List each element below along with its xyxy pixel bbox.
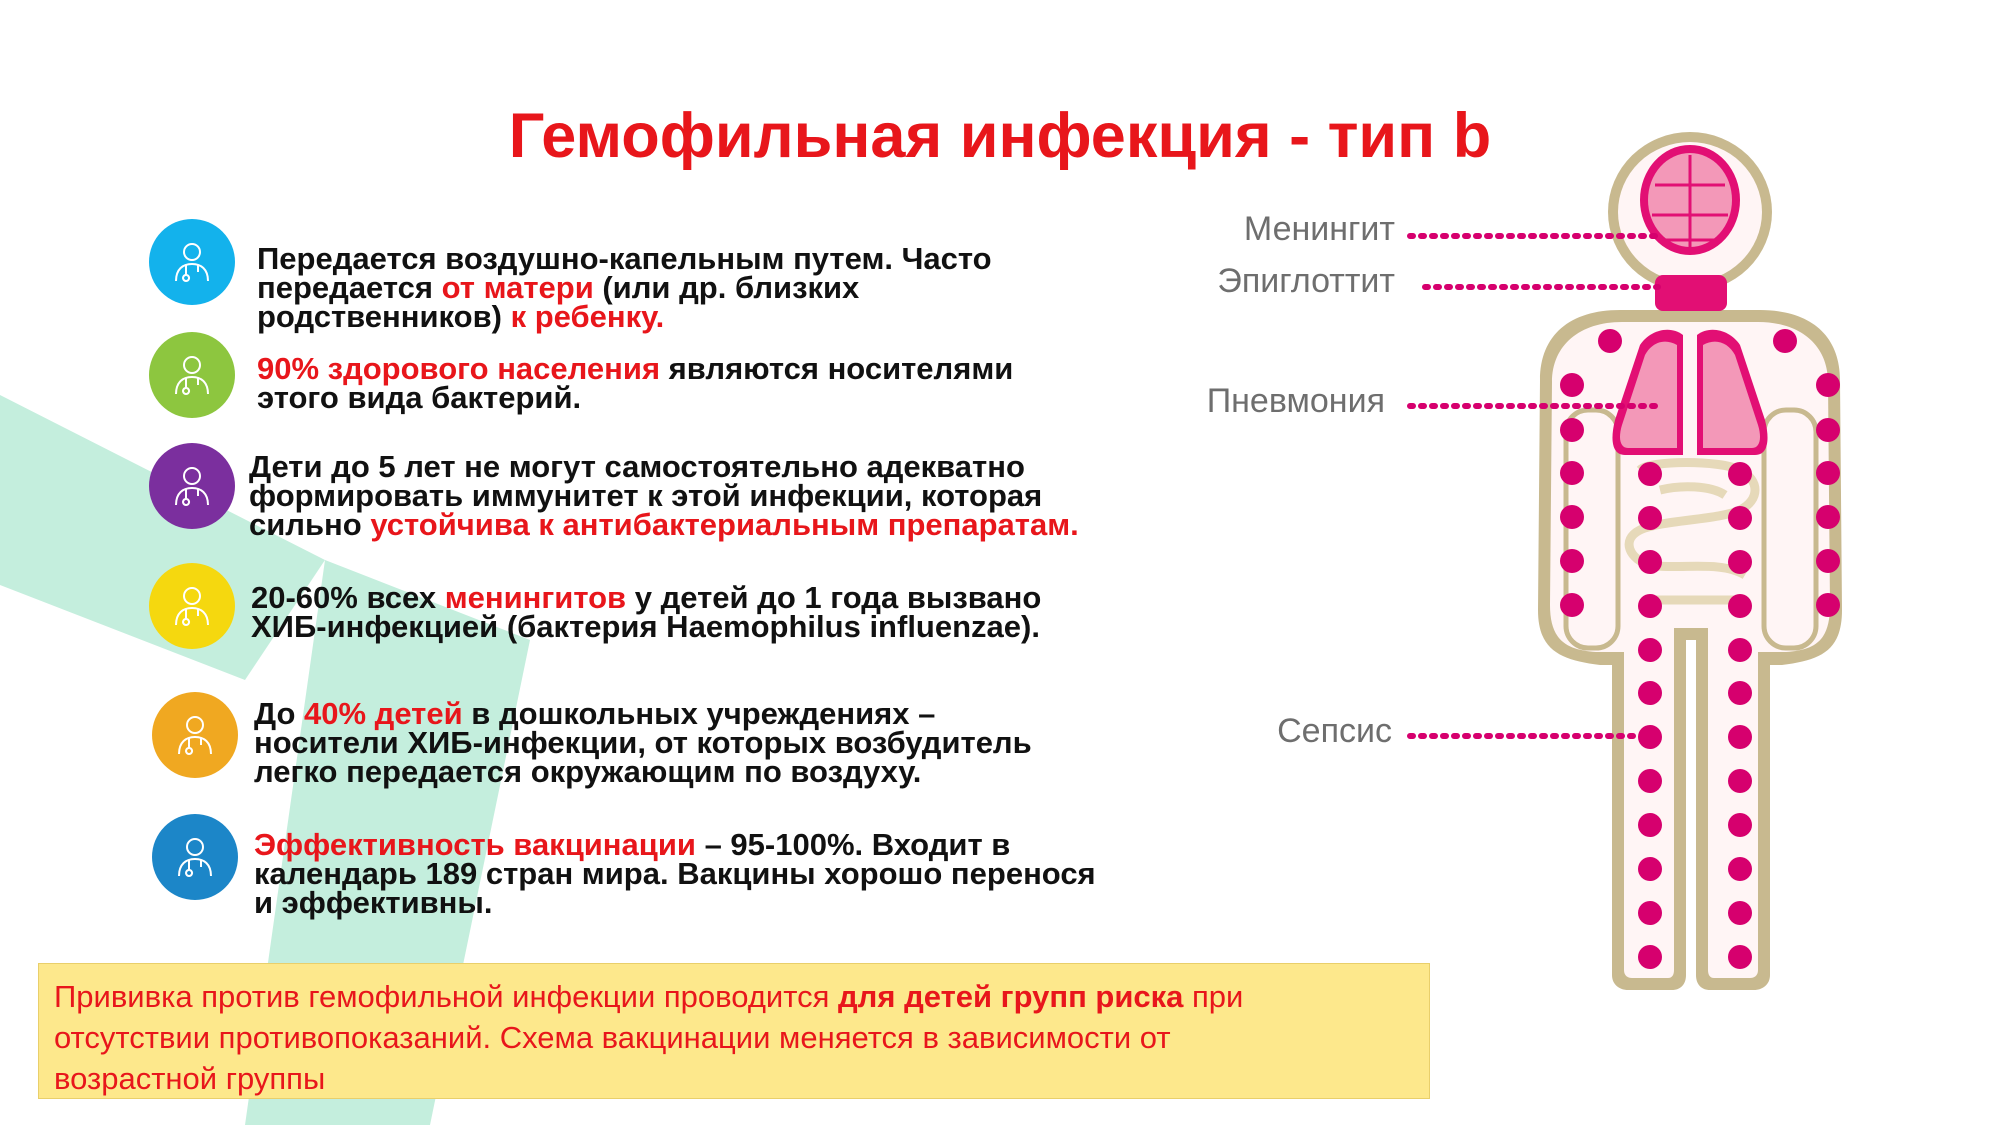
doctor-icon [167, 237, 217, 287]
bullet-text [254, 827, 1096, 920]
note-line3: возрастной группы [54, 1061, 326, 1096]
bullet-6-highlight: Эффективность вакцинации [254, 827, 696, 862]
doctor-icon [167, 350, 217, 400]
page-title: Гемофильная инфекция - тип b [508, 101, 1492, 171]
bullet-4-line1a: 20-60% всех [251, 580, 445, 615]
bullet-2-highlight: 90% здорового населения [257, 351, 661, 386]
note-highlight-risk-groups: для детей групп риска [838, 979, 1184, 1014]
bullet-6-line2: календарь 189 стран мира. Вакцины хорошо перенося [254, 856, 1096, 891]
label-sepsis: Сепсис [1277, 712, 1392, 750]
label-meningitis: Менингит [1243, 210, 1395, 248]
bullet-1-highlight-child: к ребенку. [510, 299, 665, 334]
doctor-icon [170, 710, 220, 760]
bullet-text [257, 241, 992, 334]
human-body-diagram [1150, 120, 2000, 1020]
bullet-text [254, 696, 1032, 789]
bullet-text [257, 351, 1014, 415]
bullet-3-line1: Дети до 5 лет не могут самостоятельно адекватно [249, 449, 1025, 484]
bullet-4-line1c: у детей до 1 года вызвано [626, 580, 1042, 615]
epiglottis [1655, 275, 1727, 311]
bullet-1-highlight-mother: от матери [441, 270, 594, 305]
label-pneumonia: Пневмония [1206, 382, 1385, 420]
note-line2: отсутствии противопоказаний. Схема вакцинации меняется в зависимости от [54, 1020, 1171, 1055]
note-line1a: Прививка против гемофильной инфекции проводится [54, 979, 838, 1014]
bullet-text [249, 449, 1079, 542]
bullet-5-highlight: 40% детей [304, 696, 463, 731]
bullet-text [251, 580, 1042, 644]
doctor-icon [167, 581, 217, 631]
bullet-5-line1c: в дошкольных учреждениях – [462, 696, 936, 731]
bullet-3-highlight: устойчива к антибактериальным препаратам. [370, 507, 1079, 542]
label-epiglottitis: Эпиглоттит [1217, 262, 1395, 300]
doctor-icon [170, 832, 220, 882]
bullet-5-line2: носители ХИБ-инфекции, от которых возбудитель [254, 725, 1032, 760]
bullet-2-line2: этого вида бактерий. [257, 380, 582, 415]
bullet-icon-circle [149, 332, 235, 418]
bullet-5-line1a: До [254, 696, 305, 731]
bullet-1-line2a: передается [257, 270, 442, 305]
bullet-icon-circle [152, 692, 238, 778]
bullet-1-line3a: родственников) [257, 299, 511, 334]
bullet-icon-circle [152, 814, 238, 900]
bullet-4-line2: ХИБ-инфекцией (бактерия Haemophilus influenzae). [251, 609, 1040, 644]
bullet-5-line3: легко передается окружающим по воздуху. [254, 754, 922, 789]
doctor-icon [167, 461, 217, 511]
bullet-6-line3: и эффективны. [254, 885, 493, 920]
bullet-4-highlight: менингитов [444, 580, 627, 615]
bullet-icon-circle [149, 219, 235, 305]
bullet-1-line1: Передается воздушно-капельным путем. Часто [257, 241, 992, 276]
bullet-6-line1b: – 95-100%. Входит в [695, 827, 1011, 862]
bullet-icon-circle [149, 563, 235, 649]
note-line1c: при [1183, 979, 1244, 1014]
bullet-3-line2: формировать иммунитет к этой инфекции, которая [249, 478, 1043, 513]
bullet-2-line1b: являются носителями [660, 351, 1014, 386]
bullet-icon-circle [149, 443, 235, 529]
bullet-3-line3a: сильно [249, 507, 371, 542]
bullet-1-line2c: (или др. близких [593, 270, 860, 305]
